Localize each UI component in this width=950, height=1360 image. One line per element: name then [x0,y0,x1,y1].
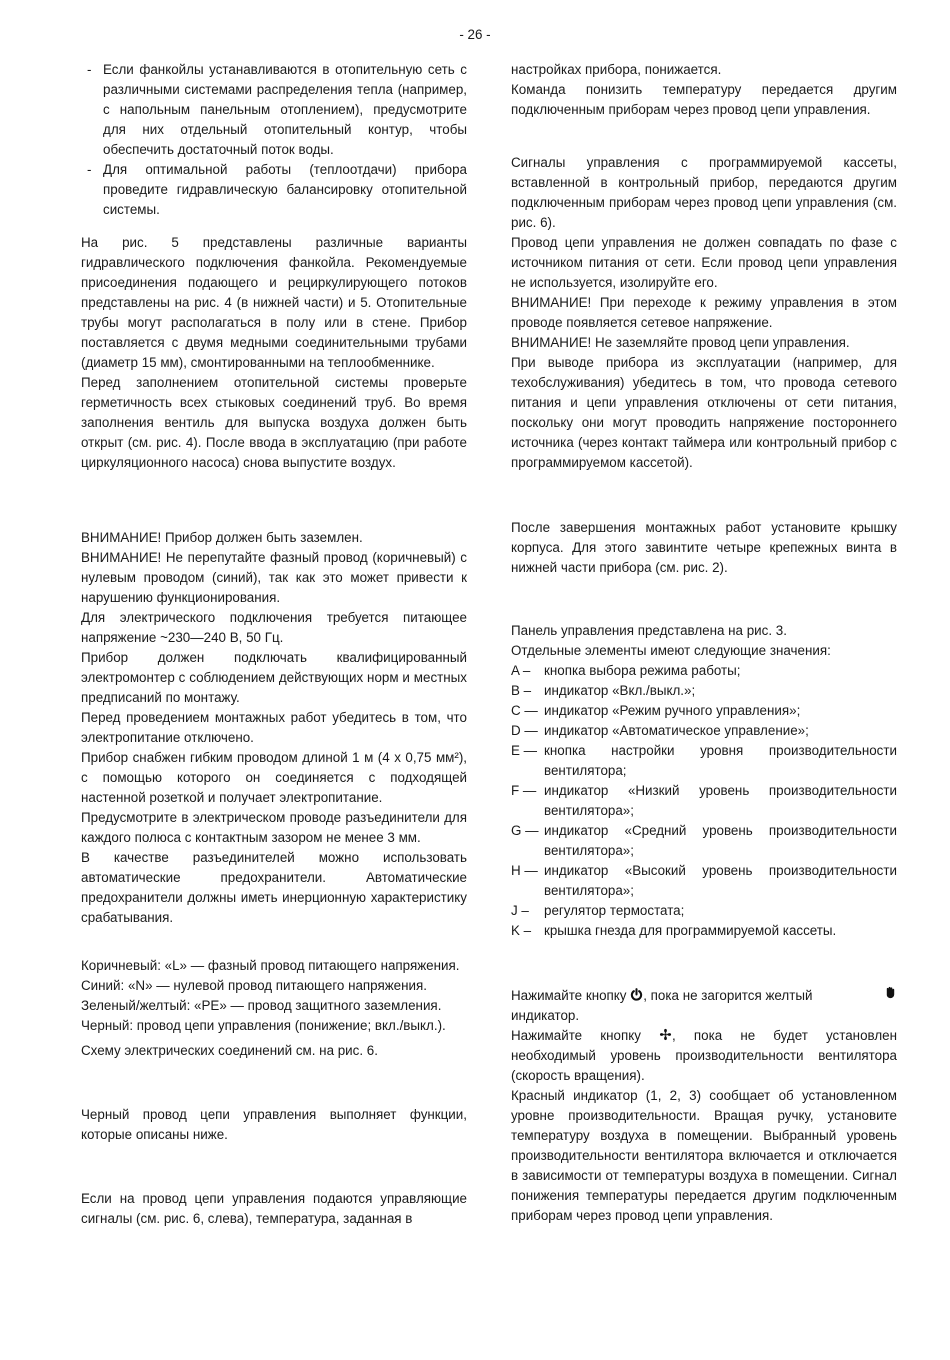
warning-text: ВНИМАНИЕ! Не перепутайте фазный провод (коричневый) с нулевым проводом (синий), так как это может привести к нарушению функционирования. [81,550,467,605]
paragraph: Черный: провод цепи управления (понижение; вкл./выкл.). [81,1018,446,1033]
list-item [511,661,897,681]
list-item [511,701,897,721]
paragraph: Отдельные элементы имеют следующие значения: [511,643,831,658]
paragraph: Панель управления представлена на рис. 3. [511,623,787,638]
paragraph: Зеленый/желтый: «PE» — провод защитного заземления. [81,998,442,1013]
item-text: индикатор «Средний уровень производительности вентилятора»; [544,823,897,858]
text-fragment: индикатор. [511,1008,580,1023]
item-key: E — [511,743,538,758]
item-text: крышка гнезда для программируемой кассеты. [544,923,837,938]
paragraph: Провод цепи управления не должен совпадать по фазе с источником питания от сети. Если провод цепи управления не используется, изолируйте его. [511,235,897,290]
text-fragment: , пока не будет установлен необходимый уровень производительности вентилятора (скорость вращения). [511,1028,897,1083]
paragraph: Прибор должен подключать квалифицированный электромонтер с соблюдением действующих норм и местных предписаний по монтажу. [81,650,467,705]
item-text: индикатор «Автоматическое управление»; [544,723,809,738]
item-text: регулятор термостата; [544,903,685,918]
list-item [511,861,897,901]
paragraph: Если на провод цепи управления подаются управляющие сигналы (см. рис. 6, слева), температура, заданная в [81,1191,467,1226]
item-text: кнопка настройки уровня производительности вентилятора; [544,743,897,778]
item-key: B – [511,683,532,698]
paragraph: Коричневый: «L» — фазный провод питающего напряжения. [81,958,460,973]
item-text: индикатор «Вкл./выкл.»; [544,683,696,698]
item-text: индикатор «Высокий уровень производительности вентилятора»; [544,863,897,898]
paragraph: На рис. 5 представлены различные варианты гидравлического подключения фанкойла. Рекомендуемые присоединения подающего и рециркулирующего потоков представлены на рис. 4 (в нижней части) и 5. Отопительные трубы могут располагаться в полу или в стене. Прибор поставляется с двумя медными соединительными трубами (диаметр 15 мм), смонтированными на теплообменнике. [81,235,467,370]
hand-icon [884,986,897,999]
paragraph: настройках прибора, понижается. [511,62,722,77]
paragraph: После завершения монтажных работ установите крышку корпуса. Для этого завинтите четыре крепежных винта в нижней части прибора (см. рис. 2). [511,520,897,575]
left-column [81,60,467,1229]
item-text: индикатор «Режим ручного управления»; [544,703,801,718]
warning-text: ВНИМАНИЕ! Не заземляйте провод цепи управления. [511,335,850,350]
paragraph: Перед проведением монтажных работ убедитесь в том, что электропитание отключено. [81,710,467,745]
item-key: K – [511,923,532,938]
paragraph: При выводе прибора из эксплуатации (например, для техобслуживания) убедитесь в том, что провода сетевого питания и цепи управления отключены от сети питания, поскольку они могут проводить напряжение постороннего источника (через контакт таймера или контрольный прибор с программируемом кассетой). [511,355,897,470]
requirements-list [81,60,467,220]
paragraph: Команда понизить температуру передается другим подключенным приборам через провод цепи управления. [511,82,897,117]
paragraph: Для электрического подключения требуется питающее напряжение ~230—240 В, 50 Гц. [81,610,467,645]
list-item [511,901,897,921]
item-key: G — [511,823,539,838]
paragraph [511,986,897,1026]
list-item [511,741,897,781]
power-icon [630,988,643,1001]
warning-text: ВНИМАНИЕ! При переходе к режиму управления в этом проводе появляется сетевое напряжение. [511,295,897,330]
item-key: C — [511,703,538,718]
item-key: H — [511,863,538,878]
hydraulic-section [81,233,467,473]
list-item [511,821,897,861]
paragraph: Перед заполнением отопительной системы проверьте герметичность всех стыковых соединений труб. Во время заполнения вентиль для выпуска воздуха должен быть открыт (см. рис. 4). После ввода в эксплуатацию (при работе циркуляционного насоса) снова выпустите воздух. [81,375,467,470]
warning-text: ВНИМАНИЕ! Прибор должен быть заземлен. [81,530,363,545]
list-item [511,681,897,701]
item-key: A – [511,663,531,678]
list-item [511,721,897,741]
list-item: - Если фанкойлы устанавливаются в отопительную сеть с различными системами распределения тепла (например, с напольным панельным отоплением), предусмотрите для них отдельный отопительный контур, чтобы обеспечить достаточный поток воды. [81,60,467,160]
item-key: J – [511,903,529,918]
item-key: D — [511,723,538,738]
right-column [511,60,897,1226]
item-key: F — [511,783,537,798]
paragraph: Красный индикатор (1, 2, 3) сообщает об установленном уровне производительности. Вращая ручку, установите температуру воздуха в помещении. Выбранный уровень производительности вентилятора включается и отключается в зависимости от температуры воздуха в помещении. Сигнал понижения температуры передается другим подключенным приборам через провод цепи управления. [511,1088,897,1223]
paragraph: Синий: «N» — нулевой провод питающего напряжения. [81,978,427,993]
paragraph: Черный провод цепи управления выполняет функции, которые описаны ниже. [81,1107,467,1142]
text-fragment: Нажимайте кнопку [511,1028,641,1043]
paragraph: Прибор снабжен гибким проводом длиной 1 м (4 x 0,75 мм²), с помощью которого он соединяется с подходящей настенной розеткой и получает электропитание. [81,750,467,805]
electrical-section [81,528,467,928]
wires-section [81,956,467,1061]
text-fragment: Нажимайте кнопку [511,988,627,1003]
paragraph: Схему электрических соединений см. на рис. 6. [81,1043,378,1058]
page-number: - 26 - [459,27,491,42]
paragraph: Сигналы управления с программируемой кассеты, вставленной в контрольный прибор, передаются другим подключенным приборам через провод цепи управления (см. рис. 6). [511,155,897,230]
list-item: - Для оптимальной работы (теплоотдачи) прибора проведите гидравлическую балансировку отопительной системы. [81,160,467,220]
paragraph [511,1026,897,1086]
item-text: кнопка выбора режима работы; [544,663,741,678]
panel-elements-list [511,661,897,941]
fan-icon [659,1028,672,1041]
text-fragment: , пока не загорится желтый [643,988,813,1003]
cassette-section [511,153,897,473]
paragraph: Предусмотрите в электрическом проводе разъединители для каждого полюса с контактным зазором не менее 3 мм. [81,810,467,845]
list-item [511,921,897,941]
paragraph: В качестве разъединителей можно использовать автоматические предохранители. Автоматические предохранители должны иметь инерционную характеристику срабатывания. [81,850,467,925]
control-panel-section [511,621,897,941]
item-text: индикатор «Низкий уровень производительности вентилятора»; [544,783,897,818]
list-item [511,781,897,821]
operation-section [511,986,897,1226]
